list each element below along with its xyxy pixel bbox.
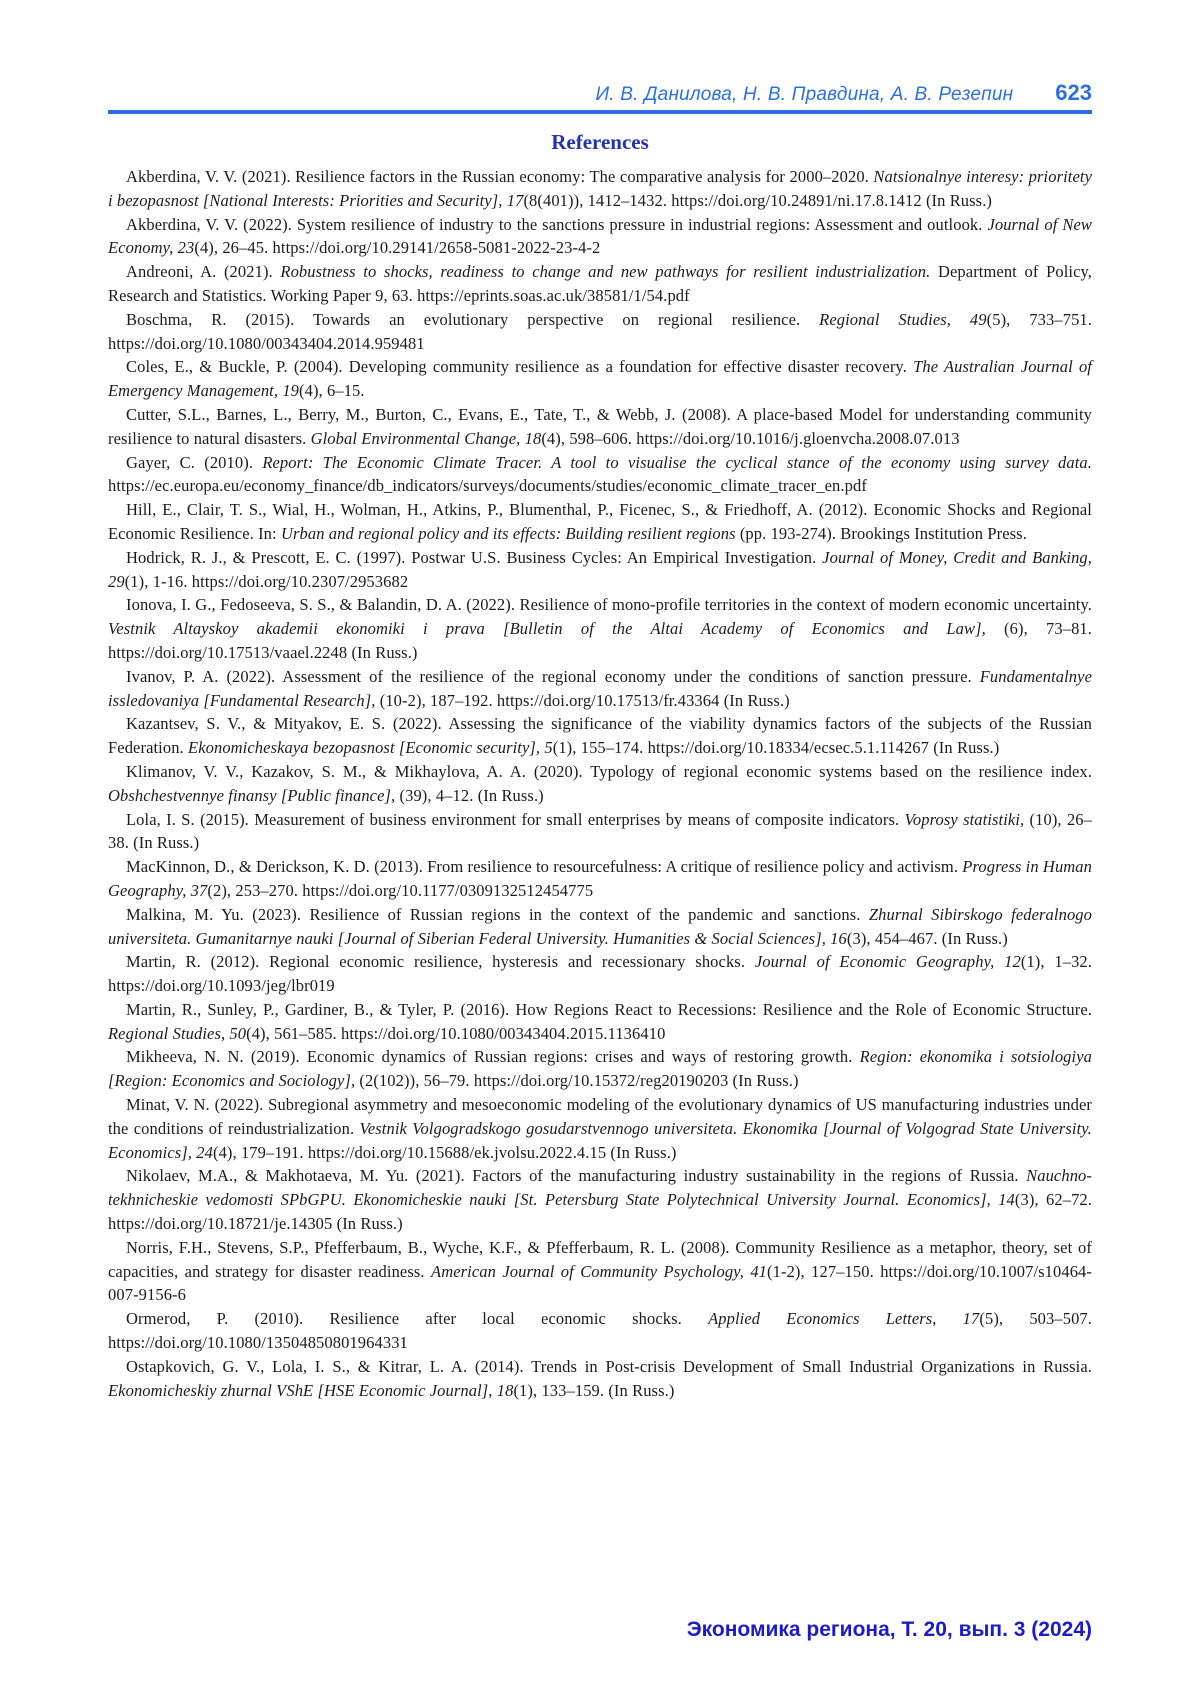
reference-text-segment: (3), 62–72. https://doi.org/10.18721/je.14305 (In Russ.) <box>108 1190 1092 1234</box>
reference-text-segment: Journal of Money, Credit and Banking, 29 <box>108 547 1093 591</box>
reference-item <box>108 308 1092 356</box>
reference-item <box>108 950 1092 998</box>
reference-item <box>108 546 1092 594</box>
reference-text-segment: Urban and regional policy and its effects: Building resilient regions <box>280 523 740 543</box>
reference-item <box>108 165 1092 213</box>
reference-text-segment: Report: The Economic Climate Tracer. A tool to visualise the cyclical stance of the economy using survey data. <box>262 452 1092 472</box>
reference-text-segment: American Journal of Community Psychology, 41 <box>431 1261 768 1281</box>
reference-item <box>108 593 1092 664</box>
reference-item <box>108 1307 1092 1355</box>
reference-item <box>108 855 1092 903</box>
reference-text-segment: Journal of Economic Geography, 12 <box>754 952 1021 972</box>
reference-text-segment: (pp. 193-274). Brookings Institution Press. <box>739 523 1027 543</box>
reference-text-segment: Region: ekonomika i sotsiologiya [Region: Economics and Sociology], <box>108 1047 1092 1091</box>
reference-text-segment: Boschma, R. (2015). Towards an evolutionary perspective on regional resilience. <box>126 309 820 329</box>
reference-text-segment: Department of Policy, Research and Statistics. Working Paper 9, 63. https://eprints.soas.ac.uk/38581/1/54.pdf <box>108 262 1093 305</box>
reference-text-segment: (5), 503–507. https://doi.org/10.1080/13504850801964331 <box>108 1309 1093 1353</box>
reference-text-segment: (1), 155–174. https://doi.org/10.18334/ecsec.5.1.114267 (In Russ.) <box>552 738 1000 758</box>
reference-text-segment: (5), 733–751. https://doi.org/10.1080/00343404.2014.959481 <box>108 309 1092 353</box>
reference-text-segment: (4), 6–15. <box>299 381 365 401</box>
reference-item <box>108 760 1092 808</box>
reference-text-segment: Kazantsev, S. V., & Mityakov, E. S. (2022). Assessing the significance of the viability dynamics factors of the subjects of the Russian Federation. <box>108 714 1092 758</box>
reference-text-segment: Nikolaev, M.A., & Makhotaeva, M. Yu. (2021). Factors of the manufacturing industry sustainability in the regions of Russia. <box>126 1166 1027 1186</box>
reference-item <box>108 665 1092 713</box>
reference-text-segment: Fundamentalnye issledovaniya [Fundamental Research], <box>108 666 1092 710</box>
reference-text-segment: Natsionalnye interesy: prioritety i bezopasnost [National Interests: Priorities and Security], 17 <box>108 167 1092 210</box>
reference-text-segment: Andreoni, A. (2021). <box>126 262 281 282</box>
reference-text-segment: Hodrick, R. J., & Prescott, E. C. (1997). Postwar U.S. Business Cycles: An Empirical Investigation. <box>126 547 823 567</box>
reference-text-segment: (4), 598–606. https://doi.org/10.1016/j.gloenvcha.2008.07.013 <box>541 428 960 448</box>
reference-text-segment: (10), 26–38. (In Russ.) <box>108 809 1092 853</box>
page-number: 623 <box>1055 80 1092 105</box>
reference-text-segment: (1), 1-16. https://doi.org/10.2307/2953682 <box>124 571 409 591</box>
reference-text-segment: Nauchno-tekhnicheskie vedomosti SPbGPU. Ekonomicheskie nauki [St. Petersburg State Polytechnical University Journal. Economics], 14 <box>108 1166 1092 1210</box>
reference-text-segment: (1), 1–32. https://doi.org/10.1093/jeg/lbr019 <box>108 952 1092 996</box>
reference-item <box>108 998 1092 1046</box>
reference-item <box>108 1236 1092 1307</box>
reference-text-segment: Lola, I. S. (2015). Measurement of business environment for small enterprises by means of composite indicators. <box>126 809 905 829</box>
reference-text-segment: Martin, R., Sunley, P., Gardiner, B., & Tyler, P. (2016). How Regions React to Recessions: Resilience and the Role of Economic Structure. <box>126 999 1092 1019</box>
reference-text-segment: (2), 253–270. https://doi.org/10.1177/0309132512454775 <box>207 880 594 900</box>
reference-text-segment: Malkina, M. Yu. (2023). Resilience of Russian regions in the context of the pandemic and sanctions. <box>126 904 869 924</box>
reference-text-segment: Coles, E., & Buckle, P. (2004). Developing community resilience as a foundation for effective disaster recovery. <box>126 357 914 377</box>
reference-item <box>108 1045 1092 1093</box>
reference-item <box>108 498 1092 546</box>
reference-text-segment: Klimanov, V. V., Kazakov, S. M., & Mikhaylova, A. A. (2020). Typology of regional economic systems based on the resilience index. <box>126 761 1092 781</box>
reference-item <box>108 903 1092 951</box>
reference-text-segment: The Australian Journal of Emergency Management, 19 <box>108 357 1092 401</box>
reference-text-segment: Norris, F.H., Stevens, S.P., Pfefferbaum, B., Wyche, K.F., & Pfefferbaum, R. L. (2008). Community Resilience as a metaphor, theory, set of capacities, and strategy for disaster readiness. <box>108 1237 1092 1281</box>
reference-text-segment: Global Environmental Change, 18 <box>310 428 542 448</box>
journal-footer-text: Экономика региона, Т. 20, вып. 3 (2024) <box>686 1618 1092 1641</box>
reference-text-segment: Hill, E., Clair, T. S., Wial, H., Wolman, H., Atkins, P., Blumenthal, P., Ficenec, S., & Friedhoff, A. (2012). Economic Shocks and Regional Economic Resilience. In: <box>108 500 1092 543</box>
reference-text-segment: Voprosy statistiki, <box>904 809 1030 829</box>
reference-text-segment: (4), 26–45. https://doi.org/10.29141/2658-5081-2022-23-4-2 <box>194 238 601 258</box>
reference-text-segment: (1-2), 127–150. https://doi.org/10.1007/s10464-007-9156-6 <box>108 1261 1092 1305</box>
reference-item <box>108 1355 1092 1403</box>
reference-text-segment: Vestnik Volgogradskogo gosudarstvennogo universiteta. Ekonomika [Journal of Volgograd State University. Economics], 24 <box>108 1118 1093 1162</box>
reference-text-segment: Akberdina, V. V. (2021). Resilience factors in the Russian economy: The comparative analysis for 2000–2020. <box>126 167 874 186</box>
reference-item <box>108 355 1092 403</box>
page-footer <box>108 1618 1092 1642</box>
reference-text-segment: Gayer, C. (2010). <box>126 452 263 472</box>
reference-text-segment: Progress in Human Geography, 37 <box>108 857 1093 900</box>
reference-item <box>108 260 1092 308</box>
reference-text-segment: MacKinnon, D., & Derickson, K. D. (2013). From resilience to resourcefulness: A critique of resilience policy and activism. <box>126 857 963 877</box>
reference-text-segment: Regional Studies, 50 <box>108 1023 247 1043</box>
reference-text-segment: Journal of New Economy, 23 <box>108 214 1092 258</box>
running-head-authors: И. В. Данилова, Н. В. Правдина, А. В. Резепин <box>595 84 1014 105</box>
reference-text-segment: Mikheeva, N. N. (2019). Economic dynamics of Russian regions: crises and ways of restoring growth. <box>126 1047 860 1067</box>
reference-text-segment: Martin, R. (2012). Regional economic resilience, hysteresis and recessionary shocks. <box>126 952 755 972</box>
reference-item <box>108 213 1092 261</box>
reference-text-segment: Regional Studies, 49 <box>819 309 987 329</box>
reference-text-segment: Ostapkovich, G. V., Lola, I. S., & Kitrar, L. A. (2014). Trends in Post-crisis Development of Small Industrial Organizations in Russia. <box>126 1356 1092 1376</box>
references-heading: References <box>551 130 649 154</box>
reference-text-segment: (1), 133–159. (In Russ.) <box>513 1380 675 1400</box>
reference-text-segment: Vestnik Altayskoy akademii ekonomiki i prava [Bulletin of the Altai Academy of Economics and Law], <box>108 619 1005 639</box>
reference-item <box>108 403 1092 451</box>
reference-text-segment: Ekonomicheskiy zhurnal VShE [HSE Economic Journal], 18 <box>108 1380 514 1400</box>
reference-text-segment: Akberdina, V. V. (2022). System resilience of industry to the sanctions pressure in industrial regions: Assessment and outlook. <box>126 214 988 234</box>
reference-text-segment: Ionova, I. G., Fedoseeva, S. S., & Balandin, D. A. (2022). Resilience of mono-profile territories in the context of modern economic uncertainty. <box>126 595 1092 615</box>
header-rule <box>108 110 1092 114</box>
reference-text-segment: Minat, V. N. (2022). Subregional asymmetry and mesoeconomic modeling of the evolutionary dynamics of US manufacturing industries under the conditions of reindustrialization. <box>108 1095 1092 1138</box>
reference-text-segment: Ormerod, P. (2010). Resilience after local economic shocks. <box>126 1309 709 1329</box>
reference-item <box>108 808 1092 856</box>
reference-text-segment: Obshchestvennye finansy [Public finance], <box>108 785 400 805</box>
reference-text-segment: (39), 4–12. (In Russ.) <box>399 785 544 805</box>
reference-item <box>108 451 1092 499</box>
reference-text-segment: Ekonomicheskaya bezopasnost [Economic security], 5 <box>188 738 553 758</box>
reference-text-segment: Applied Economics Letters, 17 <box>708 1309 980 1329</box>
reference-text-segment: (8(401)), 1412–1432. https://doi.org/10.24891/ni.17.8.1412 (In Russ.) <box>523 190 993 210</box>
references-list <box>108 165 1092 1402</box>
reference-item <box>108 712 1092 760</box>
reference-text-segment: Zhurnal Sibirskogo federalnogo universiteta. Gumanitarnye nauki [Journal of Siberian Federal University. Humanities & Social Sciences], 16 <box>108 904 1092 948</box>
reference-text-segment: Robustness to shocks, readiness to change and new pathways for resilient industrialization. <box>280 262 938 282</box>
reference-text-segment: https://ec.europa.eu/economy_finance/db_indicators/surveys/documents/studies/economic_climate_tracer_en.pdf <box>108 476 867 496</box>
reference-text-segment: (4), 179–191. https://doi.org/10.15688/ek.jvolsu.2022.4.15 (In Russ.) <box>212 1142 677 1162</box>
reference-text-segment: Ivanov, P. A. (2022). Assessment of the resilience of the regional economy under the conditions of sanction pressure. <box>126 666 980 686</box>
reference-text-segment: (10-2), 187–192. https://doi.org/10.17513/fr.43364 (In Russ.) <box>379 690 790 710</box>
reference-text-segment: (2(102)), 56–79. https://doi.org/10.15372/reg20190203 (In Russ.) <box>359 1071 799 1091</box>
reference-text-segment: Cutter, S.L., Barnes, L., Berry, M., Burton, C., Evans, E., Tate, T., & Webb, J. (2008). A place-based Model for understanding community resilience to natural disasters. <box>108 404 1092 448</box>
running-head <box>108 80 1092 106</box>
reference-text-segment: (3), 454–467. (In Russ.) <box>846 928 1008 948</box>
reference-item <box>108 1093 1092 1164</box>
reference-item <box>108 1164 1092 1235</box>
reference-text-segment: (4), 561–585. https://doi.org/10.1080/00343404.2015.1136410 <box>246 1023 666 1043</box>
reference-text-segment: (6), 73–81. https://doi.org/10.17513/vaael.2248 (In Russ.) <box>108 619 1092 662</box>
